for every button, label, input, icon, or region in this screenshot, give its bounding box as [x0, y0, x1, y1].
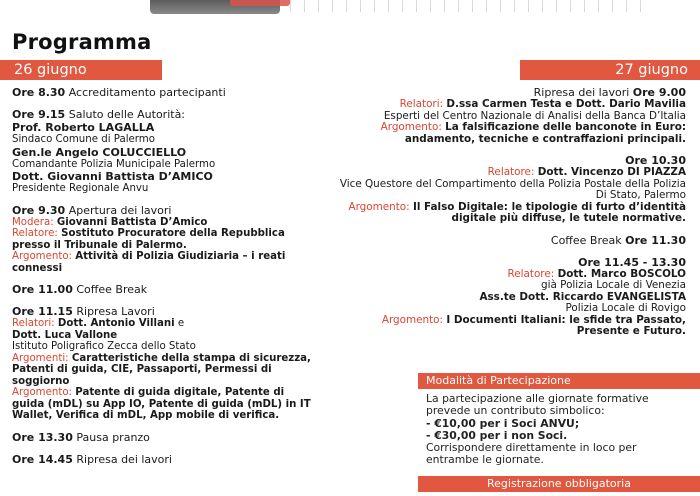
topic-label: Argomento: — [380, 121, 442, 133]
activity: Ripresa dei lavori — [533, 86, 630, 99]
topic-label: Argomento: — [348, 200, 410, 213]
speaker-name: Dott. Luca Vallone — [12, 329, 118, 341]
item-afternoon — [12, 453, 312, 466]
topic-label: Argomento: — [12, 251, 72, 262]
speaker-name: Ass.te Dott. Riccardo EVANGELISTA — [479, 290, 686, 303]
card-graphic — [230, 0, 290, 6]
time: Ore 11.45 - 13.30 — [578, 255, 686, 269]
time: Ore 9.00 — [632, 86, 686, 99]
time: Ore 9.15 — [12, 108, 66, 121]
topic-label: Argomento: — [12, 387, 72, 398]
speaker-name: D.ssa Carmen Testa e Dott. Dario Mavilia — [446, 98, 686, 110]
item-greetings — [12, 108, 312, 195]
affiliation: Esperti del Centro Nazionale di Analisi della Banca D’Italia — [383, 109, 686, 122]
institute: Istituto Poligrafico Zecca dello Stato — [12, 341, 196, 352]
topic: Attività di Polizia Giudiziaria – i reati connessi — [12, 251, 286, 274]
activity: Saluto delle Autorità: — [68, 108, 186, 121]
speaker-label: Relatore: — [487, 166, 535, 178]
fee-members: - €10,00 per i Soci ANVU; — [426, 416, 580, 430]
affiliation: Vice Questore del Compartimento della Polizia Postale della Polizia Di Stato, Palermo — [339, 177, 686, 201]
speaker-role: Comandante Polizia Municipale Palermo — [12, 158, 216, 170]
time: Ore 13.30 — [12, 430, 73, 444]
activity: Ripresa Lavori — [76, 305, 155, 318]
day1-header: 26 giugno — [0, 60, 162, 80]
item-lunch — [12, 431, 312, 444]
time: Ore 14.45 — [12, 452, 73, 466]
topic: Il Falso Digitale: le tipologie di furto d’identità digitale più diffuse, le tutele normative. — [412, 200, 686, 224]
topic: Patente di guida digitale, Patente di guida (mDL) su App IO, Patente di guida (mDL) in IT Wallet, Verifica di mDL, App mobile di verifica. — [12, 387, 311, 421]
activity: Coffee Break — [76, 283, 148, 296]
topics: Caratteristiche della stampa di sicurezza, Patenti di guida, CIE, Passaporti, Permessi di soggiorno — [12, 352, 311, 387]
item-opening-works — [12, 204, 312, 275]
activity: Pausa pranzo — [76, 430, 150, 444]
speaker-name: Dott. Antonio Villani — [57, 318, 175, 329]
speaker-role: Sindaco Comune di Palermo — [12, 134, 155, 145]
time: Ore 8.30 — [12, 86, 66, 99]
activity: Ripresa dei lavori — [76, 452, 172, 466]
topic: La falsificazione delle banconote in Euro: andamento, tecniche e contraffazioni principali. — [404, 121, 686, 145]
day2-schedule — [330, 86, 686, 347]
header-banner-image — [0, 0, 700, 26]
speaker-name: Dott. Vincenzo DI PIAZZA — [537, 166, 686, 178]
time: Ore 11.00 — [12, 283, 73, 296]
activity: Apertura dei lavori — [68, 203, 172, 217]
speakers-label: Relatori: — [399, 98, 444, 110]
page-title: Programma — [12, 30, 152, 54]
time: Ore 11.30 — [625, 233, 686, 247]
time: Ore 10.30 — [625, 154, 686, 167]
item-coffee-break-2 — [330, 234, 686, 247]
speaker-name: Dott. Marco BOSCOLO — [557, 267, 686, 280]
speaker-name: Sostituto Procuratore della Repubblica presso il Tribunale di Palermo. — [12, 228, 285, 251]
day1-schedule — [12, 86, 312, 475]
time: Ore 11.15 — [12, 305, 73, 318]
speaker-name: Gen.le Angelo COLUCCIELLO — [12, 145, 187, 159]
day2-header: 27 giugno — [520, 60, 700, 80]
activity: Accreditamento partecipanti — [68, 86, 226, 99]
speaker-name: Prof. Roberto LAGALLA — [12, 121, 155, 134]
registration-header: Registrazione obbligatoria — [418, 476, 700, 492]
item-talk1 — [330, 86, 686, 145]
item-coffee-break — [12, 283, 312, 296]
item-talk3 — [330, 256, 686, 338]
topic: I Documenti Italiani: le sfide tra Passato, Presente e Futuro. — [446, 313, 686, 337]
item-resume-works — [12, 305, 312, 422]
affiliation: già Polizia Locale di Venezia — [541, 279, 686, 291]
affiliation: Polizia Locale di Rovigo — [565, 302, 686, 314]
payment-note: Corrispondere direttamente in loco per entrambe le giornate. — [426, 441, 637, 467]
moderator-label: Modera: — [12, 216, 54, 228]
speaker-label: Relatore: — [507, 267, 555, 280]
participation-info — [426, 393, 692, 467]
speaker-name: Dott. Giovanni Battista D’AMICO — [12, 170, 213, 183]
participation-intro: La partecipazione alle giornate formative prevede un contributo simbolico: — [426, 392, 649, 418]
item-talk2 — [330, 154, 686, 225]
speaker-label: Relatore: — [12, 228, 58, 239]
topics-label: Argomenti: — [12, 352, 69, 364]
circuit-graphic — [290, 0, 650, 12]
participation-header: Modalità di Partecipazione — [418, 373, 700, 389]
speaker-role: Presidente Regionale Anvu — [12, 183, 149, 194]
fee-nonmembers: - €30,00 per i non Soci. — [426, 428, 568, 442]
speakers-label: Relatori: — [12, 318, 55, 329]
activity: Coffee Break — [550, 233, 622, 247]
item-accreditation — [12, 86, 312, 99]
conjunction: e — [177, 318, 185, 329]
topic-label: Argomento: — [381, 313, 444, 326]
moderator-name: Giovanni Battista D’Amico — [56, 216, 208, 228]
time: Ore 9.30 — [12, 203, 66, 217]
